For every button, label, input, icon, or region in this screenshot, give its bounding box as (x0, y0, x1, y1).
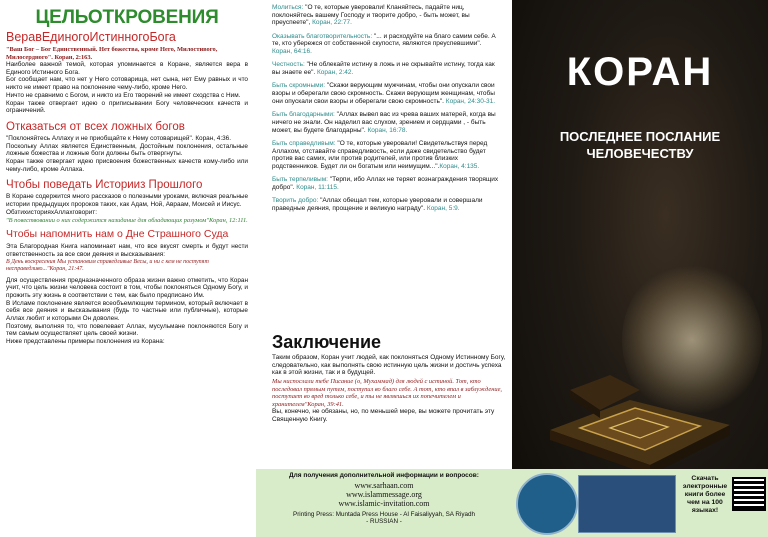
worship-item (272, 33, 502, 56)
para-6: Поскольку Аллах является Единственным, Достойным поклонения, остальные ложные божества и ложные боги должны быть отвергнуты. (6, 142, 248, 158)
worship-item-label: Молиться: (272, 4, 304, 11)
info-label: Для получения дополнительной информации и вопросов: (289, 472, 479, 479)
middle-panel (256, 0, 510, 537)
para-11: Для осуществления предназначенного образа жизни важно отметить, что Коран учит, что цель жизни человека состоит в том, чтобы поклоняться Одному Богу, и прожить эту жизнь в соответствии с тем, как было предписано Им. (6, 276, 248, 299)
para-2: Бог сообщает нам, что нет у Него сотоварища, нет сына, нет Ему равных и что никто не имеет право на поклонение чему-либо, кроме Него. (6, 76, 248, 92)
worship-item-text: "О те, которые уверовали! Свидетельствуя перед Аллахом, отставайте справедливость, если даже свидетельство будет против вас самих, или против родителей, или против близких родственников. Будет ли он богатым или неимущим...". (272, 139, 488, 170)
para-14: Ниже представлены примеры поклонения из Корана: (6, 338, 165, 346)
worship-item-ref: Коран, 4:135. (439, 162, 480, 170)
footer-right (512, 469, 768, 537)
worship-item-label: Быть скромными: (272, 82, 326, 90)
conclusion-end: Вы, конечно, не обязаны, но, по меньшей мере, вы можете прочитать эту Священную Книгу. (272, 408, 495, 423)
site-2[interactable]: www.islammessage.org (346, 490, 422, 499)
worship-item-ref: Коран, 64:16. (272, 48, 312, 56)
main-title: ЦЕЛЬОТКРОВЕНИЯ (35, 7, 219, 28)
worship-item-text: "Не облекайте истину в ложь и не скрывайте истину, тогда как вы знаете ее". (272, 61, 495, 77)
worship-item-label: Честность: (272, 61, 305, 69)
para-4: Коран также отвергает идею о приписывании Богу человеческих качеств и ограничений. (6, 99, 248, 115)
heading-judgement-day: Чтобы напомнить нам о Дне Страшного Суда (6, 228, 229, 241)
conclusion-quote: Мы ниспослали тебе Писание (о, Мухаммад) для людей с истиной. Тот, кто последовал прямым путем, поступил во благо себе. А тот, кто впал в заблуждение, поступает во вред только себе, и ты не являешься их попечителем и хранителем"Коран, 39:41. (272, 378, 503, 408)
cover-title: КОРАН (566, 50, 714, 94)
worship-item-text: "Аллах обещал тем, которые уверовали и совершали праведные деяния, прощение и великую награду". (272, 197, 483, 212)
conclusion-text: Таким образом, Коран учит людей, как поклоняться Одному Истинному Богу, следовательно, как выполнять свою истинную цель жизни и достичь успеха как в этой жизни, так и в будущей. (272, 354, 506, 377)
quran-book-icon (540, 370, 740, 480)
info-box (578, 475, 676, 533)
worship-item-text: "... и расходуйте на благо самим себе. А те, кто убережся от собственной скупости, являются преуспевшими". (272, 32, 496, 48)
heading-false-gods: Отказаться от всех ложных богов (6, 120, 185, 133)
seal-icon (516, 473, 578, 535)
para-13: Поэтому, выполняя то, что повелевает Аллах, мусульмане поклоняются Богу и тем самым осуществляет цель своей жизни. (6, 322, 248, 338)
cover-subtitle-2: ЧЕЛОВЕЧЕСТВУ (586, 146, 694, 161)
worship-item-label: Быть справедливым: (272, 139, 336, 147)
para-1: Наиболее важной темой, которая упоминается в Коране, является вера в Единого Истинного Бога. (6, 61, 248, 76)
worship-item (272, 111, 502, 134)
para-5: "Поклоняйтесь Аллаху и не приобщайте к Нему сотоварищей". Коран, 4:36. (6, 134, 231, 142)
para-7: Коран также отвергает идею присвоения божественных качеств кому-либо или чему-либо, кроме Аллаха. (6, 158, 248, 173)
worship-list (256, 0, 510, 213)
left-panel (0, 0, 254, 537)
para-8: В Коране содержится много рассказов о полезными уроками, включая реальные истории предыдущих пророков таких, как Адам, Ной, Авраам, Моисей и Иисус. (6, 193, 248, 209)
cover-panel (512, 0, 768, 537)
main-subtitle: ВеравЕдиногоИстинногоБога (6, 30, 176, 44)
worship-item-ref: Коран, 5:9. (426, 204, 460, 212)
language-label: - RUSSIAN - (366, 518, 402, 525)
para-10: Эта Благородная Книга напоминает нам, что все вкусят смерть и будут нести ответственность за все свои деяния и высказывания: (6, 243, 248, 258)
worship-item (272, 4, 502, 27)
worship-item-text: "Скажи верующим мужчинам, чтобы они опускали свои взоры и оберегали свою скромность. Скажи верующим женщинам, чтобы они опускали свои взоры и оберегали свою скромность". (272, 82, 495, 105)
printing-press: Printing Press: Muntada Press House - Al Faisaliyyah, SA Riyadh (293, 511, 475, 518)
worship-item-ref: Коран, 22:77. (312, 19, 352, 27)
worship-item (272, 140, 502, 171)
para-3: Ничто не сравнимо с Богом, и никто из Его творений не имеет сходства с Ним. (6, 91, 241, 99)
worship-item (272, 176, 502, 191)
worship-item-text: "Терпи, ибо Аллах не теряет вознаграждения творящих добро". (272, 176, 499, 191)
worship-item-ref: Коран, 24:30-31. (445, 97, 496, 105)
site-1[interactable]: www.sarhaan.com (354, 481, 414, 490)
worship-item-text: "Аллах вывел вас из чрева ваших матерей, когда вы ничего не знали. Он наделил вас слухом, зрением и сердцами , - быть может, вы будете благодарны". (272, 111, 496, 134)
worship-item-label: Быть благодарными: (272, 111, 335, 119)
qr-code-icon[interactable] (734, 479, 764, 509)
worship-item-label: Творить добро: (272, 197, 319, 205)
para-9: ОбзтихисторияхАллахговорит: (6, 208, 97, 216)
heading-history: Чтобы поведать Историиз Прошлого (6, 179, 203, 192)
footer (256, 469, 512, 537)
conclusion-title: Заключение (272, 332, 382, 352)
worship-item-ref: Коран, 16:78. (367, 126, 408, 134)
site-3[interactable]: www.islamic-invitation.com (338, 499, 430, 508)
cover-subtitle-1: ПОСЛЕДНЕЕ ПОСЛАНИЕ (559, 129, 721, 144)
worship-item-ref: Коран, 2:42. (317, 69, 354, 77)
quote-3: В День воскресения Мы установим справедливые Весы, и ни с кем не поступят несправедливо..."Коран, 21:47. (6, 258, 209, 272)
worship-item-text: "О те, которые уверовали! Кланяйтесь, падайте ниц, поклоняйтесь вашему Господу и творите добро, - быть может, вы преуспеете", (272, 4, 470, 27)
worship-item-ref: Коран, 11:115. (296, 183, 339, 191)
worship-item-label: Быть терпеливым: (272, 176, 328, 184)
worship-item-label: Оказывать благотворительность: (272, 32, 373, 40)
quote-1: "Ваш Бог – Бог Единственный. Нет божества, кроме Него, Милостивого, Милосердного". Коран, 2:163. (6, 46, 218, 61)
quote-2: "В повествовании о них содержится назидание для обладающих разумом"Коран, 12:111. (6, 216, 248, 224)
worship-item (272, 197, 502, 212)
para-12: В Исламе поклонение является всеобъемлющим термином, который включает в себя все деяния и высказывания (будь то частные или публичные), которые Аллах любит и которыми Он доволен. (6, 299, 248, 323)
worship-item (272, 61, 502, 76)
download-badge[interactable]: Скачать электронные книги более чем на 100 языках! (682, 475, 728, 514)
worship-item (272, 82, 502, 105)
